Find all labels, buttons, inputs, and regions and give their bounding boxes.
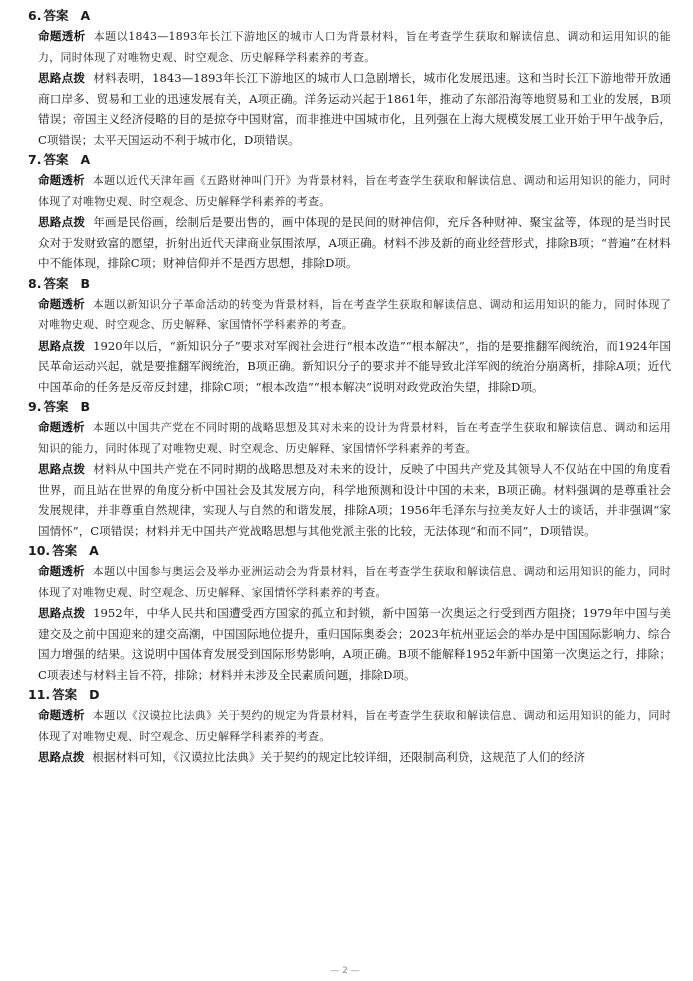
hint-label: 思路点拨 [38,338,86,353]
insight-label: 命题透析 [38,708,85,722]
hint-label: 思路点拨 [38,462,86,476]
question-8 [28,274,671,398]
hint-paragraph [38,459,671,541]
answer-heading [28,685,671,705]
question-9 [28,397,671,541]
question-number: 8. [28,275,42,291]
insight-text: 本题以1843—1893年长江下游地区的城市人口为背景材料，旨在考查学生获取和解读信息、调动和运用知识的能力，同时体现了对唯物史观、时空观念、历史解释学科素养的考查。 [38,30,671,64]
question-number: 7. [28,152,42,167]
question-number: 10. [28,543,51,558]
insight-label: 命题透析 [38,564,85,578]
hint-paragraph [38,212,671,274]
question-10 [28,541,671,685]
answer-label: 答案 [43,399,69,414]
answer-heading [28,150,671,170]
answer-choice: A [89,543,99,558]
insight-label: 命题透析 [38,296,85,311]
answer-heading [28,6,671,26]
insight-label: 命题透析 [38,29,86,43]
insight-paragraph [38,170,671,212]
hint-text: 1920年以后，“新知识分子”要求对军阀社会进行“根本改造”“根本解决”，指的是要推翻军阀统治，而1924年国民革命运动兴起，就是要推翻军阀统治，B项正确。新知识分子的要求并不能导致北洋军阀的统治分崩离析，排除A项；近代中国革命的任务是反帝反封建，排除C项；“根本改造”“根本解决”说明对政党政治失望，排除D项。 [38,338,671,394]
insight-text: 本题以中国参与奥运会及举办亚洲运动会为背景材料，旨在考查学生获取和解读信息、调动和运用知识的能力，同时体现了对唯物史观、时空观念、历史解释、家国情怀学科素养的考查。 [38,565,671,599]
hint-text: 年画是民俗画，绘制后是要出售的，画中体现的是民间的财神信仰，充斥各种财神、聚宝盆等，体现的是当时民众对于发财致富的愿望，折射出近代天津商业氛围浓厚，A项正确。材料不涉及新的商业经营形式，排除B项；“普遍”在材料中不能体现，排除C项；财神信仰并不是西方思想，排除D项。 [38,215,671,270]
question-number: 9. [28,399,42,414]
hint-text: 材料从中国共产党在不同时期的战略思想及对未来的设计，反映了中国共产党及其领导人不仅站在中国的角度看世界，而且站在世界的角度分析中国社会及其发展方向，科学地预测和设计中国的未来，B项正确。材料强调的是尊重社会发展规律，并非尊重自然规律，实现人与自然的和谐发展，排除A项；1956年毛泽东与拉美友好人士的谈话，并非强调“家国情怀”，C项错误；材料并无中国共产党战略思想与其他党派主张的比较，无法体现“和而不同”，D项错误。 [38,462,671,538]
question-number: 11. [28,687,51,702]
hint-paragraph [38,68,671,150]
answer-label: 答案 [43,275,69,291]
answer-label: 答案 [43,152,69,167]
insight-text: 本题以近代天津年画《五路财神叫门开》为背景材料，旨在考查学生获取和解读信息、调动和运用知识的能力，同时体现了对唯物史观、时空观念、历史解释学科素养的考查。 [38,174,671,208]
insight-paragraph [38,26,671,68]
question-number: 6. [28,8,42,23]
insight-text: 本题以新知识分子革命活动的转变为背景材料，旨在考查学生获取和解读信息、调动和运用知识的能力，同时体现了对唯物史观、时空观念、历史解释、家国情怀学科素养的考查。 [38,297,671,331]
insight-paragraph [38,705,671,747]
hint-text: 根据材料可知，《汉谟拉比法典》关于契约的规定比较详细，还限制高利贷，这规范了人们的经济 [92,750,586,764]
answer-label: 答案 [52,543,78,558]
hint-label: 思路点拨 [38,71,86,85]
page-number: — 2 — [330,966,360,976]
answer-choice: B [80,399,90,414]
insight-paragraph [38,417,671,459]
question-7 [28,150,671,274]
answer-heading [28,274,671,294]
insight-paragraph [38,561,671,603]
hint-label: 思路点拨 [38,215,86,229]
question-11 [28,685,671,768]
hint-paragraph [38,336,671,398]
answer-label: 答案 [43,8,69,23]
insight-text: 本题以中国共产党在不同时期的战略思想及其对未来的设计为背景材料，旨在考查学生获取和解读信息、调动和运用知识的能力，同时体现了对唯物史观、时空观念、历史解释、家国情怀学科素养的考查。 [38,421,671,455]
answer-choice: A [80,8,91,23]
hint-label: 思路点拨 [38,606,86,620]
answer-heading [28,397,671,417]
hint-paragraph [38,603,671,685]
insight-label: 命题透析 [38,173,85,187]
insight-label: 命题透析 [38,420,85,434]
answer-label: 答案 [52,687,78,702]
answer-choice: B [80,275,90,291]
hint-text: 1952年，中华人民共和国遭受西方国家的孤立和封锁，新中国第一次奥运之行受到西方阻挠；1979年中国与美建交及之前中国迎来的建交高潮，中国国际地位提升，重归国际奥委会；2023年杭州亚运会的举办是中国国际影响力、综合国力增强的结果。这说明中国体育发展受到国际形势影响，A项正确。B项不能解释1952年新中国第一次奥运之行，排除；C项表述与材料主旨不符，排除；材料并未涉及全民素质问题，排除D项。 [38,606,671,682]
hint-paragraph [38,747,671,768]
question-6 [28,6,671,150]
insight-paragraph [38,294,671,336]
answer-choice: A [80,152,91,167]
hint-label: 思路点拨 [38,750,85,764]
answer-heading [28,541,671,561]
answer-choice: D [89,687,100,702]
hint-text: 材料表明，1843—1893年长江下游地区的城市人口急剧增长，城市化发展迅速。这和当时长江下游地带开放通商口岸多、贸易和工业的迅速发展有关，A项正确。洋务运动兴起于1861年，推动了东部沿海等地贸易和工业的发展，B项错误；帝国主义经济侵略的目的是掠夺中国财富，而非推进中国城市化，且列强在上海大规模发展工业开始于甲午战争后，C项错误；太平天国运动不利于城市化，D项错误。 [38,71,671,147]
insight-text: 本题以《汉谟拉比法典》关于契约的规定为背景材料，旨在考查学生获取和解读信息、调动和运用知识的能力，同时体现了对唯物史观、时空观念、历史解释学科素养的考查。 [38,709,671,743]
